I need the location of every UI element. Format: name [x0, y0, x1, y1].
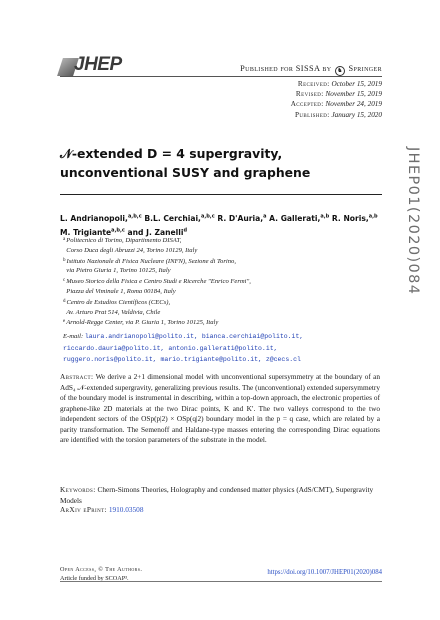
author: R. Noris,$^{a,b}$ [331, 213, 378, 223]
date-row: Revised: November 15, 2019 [295, 90, 382, 99]
affiliation-list [63, 235, 383, 328]
author: M. Trigiante$^{a,b,c}$ [60, 227, 125, 238]
keywords [60, 484, 380, 506]
publisher-name: Springer [348, 64, 382, 73]
affiliation: $^d$Centro de Estudios Científicos (CECs), Av. Arturo Prat 514, Valdivia, Chile [63, 298, 171, 316]
publication-dates [222, 79, 382, 120]
title-rule [60, 194, 382, 195]
side-identifier-text: JHEP01(2020)084 [405, 147, 421, 296]
keywords-text: Chern-Simons Theories, Holography and condensed matter physics (AdS/CMT), Supergravity Models [60, 485, 374, 505]
published-for-prefix: Published for SISSA by [240, 64, 332, 73]
open-access-note: Open Access, © The Authors. [60, 566, 143, 573]
date-row: Received: October 15, 2019 [297, 80, 382, 88]
date-row: Published: January 15, 2020 [294, 110, 382, 119]
date-row: Accepted: November 24, 2019 [290, 100, 382, 109]
springer-horse-icon: ♞ [335, 66, 345, 76]
jhep-logo [60, 54, 130, 78]
author: L. Andrianopoli,$^{a,b,c}$ [60, 213, 142, 223]
side-identifier [405, 147, 421, 358]
doi-link[interactable]: https://doi.org/10.1007/JHEP01(2020)084 [267, 569, 382, 576]
keywords-label: Keywords: [60, 485, 96, 494]
abstract-label: Abstract: [60, 372, 94, 381]
email-line[interactable]: laura.andrianopoli@polito.it, bianca.cerchiai@polito.it, [84, 333, 304, 340]
funding-note: Article funded by SCOAP³. [60, 575, 129, 582]
email-block [63, 331, 383, 366]
abstract-text: We derive a 2+1 dimensional model with unconventional supersymmetry at the boundary of an AdS₄ 𝒩-extended supergravity, generalizing previous results. The (unconventional) extended supersymmetry of the boundary model is instrumental in describing, within a top-down approach, the electronic properties of graphene-like 2D materials at the two Dirac points, K and K′. The two valleys correspond to the two independent sectors of the OSp(p|2) × OSp(q|2) boundary model in the p = q case, which are related by a parity transformation. The Semenoff and Haldane-type masses entering the corresponding Dirac equations are identified with the torsion parameters of the substrate in the model. [60, 372, 380, 444]
affiliation: $^a$Politecnico di Torino, Dipartimento DISAT, Corso Duca degli Abruzzi 24, Torino 10129, Italy [63, 237, 198, 254]
email-line[interactable]: riccardo.dauria@polito.it, antonio.gallerati@polito.it, [63, 344, 278, 352]
affiliation: $^c$Museo Storico della Fisica e Centro Studi e Ricerche "Enrico Fermi", Piazza del Viminale 1, Roma 00184, Italy [63, 278, 251, 295]
arxiv-eprint [60, 505, 380, 514]
logo-text: JHEP [74, 54, 122, 75]
eprint-link[interactable]: 1910.03508 [108, 505, 144, 514]
author: B.L. Cerchiai,$^{a,b,c}$ [144, 213, 215, 223]
header-rule [60, 76, 382, 77]
author: R. D'Auria,$^a$ [217, 213, 267, 223]
affiliation: $^e$Arnold-Regge Center, via P. Giuria 1, Torino 10125, Italy [63, 319, 219, 327]
author: A. Gallerati,$^{a,b}$ [269, 213, 330, 223]
abstract [60, 372, 380, 446]
affiliation: $^b$Istituto Nazionale di Fisica Nucleare (INFN), Sezione di Torino, via Pietro Giuria 1, Torino 10125, Italy [63, 257, 236, 275]
publisher-line [240, 64, 382, 76]
footer-rule [60, 581, 382, 582]
author: and J. Zanelli$^d$ [127, 227, 188, 238]
paper-title: 𝒩-extended D = 4 supergravity, unconventional SUSY and graphene [60, 146, 311, 180]
email-label: E-mail: [63, 333, 84, 340]
email-line[interactable]: ruggero.noris@polito.it, mario.trigiante@polito.it, z@cecs.cl [63, 356, 301, 364]
eprint-label: ArXiv ePrint: [60, 505, 107, 514]
